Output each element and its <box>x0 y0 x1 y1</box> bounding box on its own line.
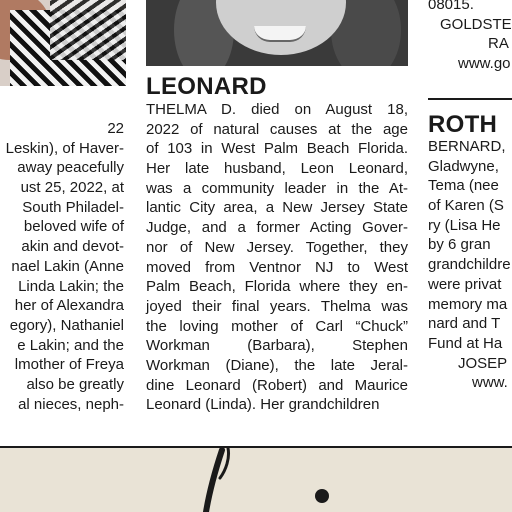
obituary-text-line: BERNARD, <box>428 138 506 155</box>
obituary-name-heading: LEONARD <box>146 73 267 100</box>
obituary-text-line: Workman (Diane), the late Jeral- <box>146 356 408 374</box>
obituary-text-line: Judge, and a former Acting Gover- <box>146 219 408 237</box>
left-obituary-text <box>0 119 124 414</box>
obituary-name-heading: ROTH <box>428 111 498 138</box>
obituary-text-line: beloved wife of <box>23 218 124 236</box>
obituary-text-line: Leskin), of Haver- <box>5 139 124 157</box>
script-lettering-graphic <box>170 448 370 512</box>
obituary-text-line: nael Lakin (Anne <box>11 257 124 275</box>
obituary-text-line: Palm Beach, Florida where they en- <box>146 278 408 296</box>
obituary-text-line: THELMA D. died on August 18, <box>146 101 408 118</box>
photo-zebra-print-region <box>50 0 126 60</box>
obituary-text-line: RA <box>488 35 509 53</box>
obituary-text-line: GOLDSTE <box>440 15 512 33</box>
obituary-text-line: grandchildre <box>428 256 511 274</box>
previous-obituary-tail <box>428 0 512 74</box>
obituary-text-line: moved from Ventnor NJ to West <box>146 258 408 276</box>
obituary-text-line: her of Alexandra <box>14 297 124 315</box>
obituary-text-line: 2022 of natural causes at the age <box>146 120 408 138</box>
obituary-text-line: Gladwyne, <box>428 157 499 175</box>
obituary-text-line: also be greatly <box>26 375 124 393</box>
obituary-text-line: www.go <box>458 55 511 73</box>
obituary-text-line: of Karen (S <box>428 197 504 215</box>
obituary-text-line: ry (Lisa He <box>428 216 501 234</box>
obituary-text-line: dine Leonard (Robert) and Maurice <box>146 376 408 394</box>
obituary-text-line: by 6 gran <box>428 236 491 254</box>
obituary-text-line: 22 <box>107 120 124 137</box>
obituary-text-line: joyed their final years. Thelma was <box>146 297 408 315</box>
leonard-obituary-text <box>146 100 408 415</box>
obituary-text-line: Leonard (Linda). Her grandchildren <box>146 396 380 414</box>
obituary-text-line: the loving mother of Carl “Chuck” <box>146 317 408 335</box>
obituary-text-line: lantic City area, a New Jersey State <box>146 199 408 217</box>
obituary-text-line: egory), Nathaniel <box>9 316 124 334</box>
obituary-text-line: memory ma <box>428 295 508 313</box>
obituary-text-line: South Philadel- <box>22 198 124 216</box>
obituary-text-line: akin and devot- <box>21 238 124 256</box>
left-obituary-photo <box>0 0 126 86</box>
obituary-text-line: www. <box>472 374 508 392</box>
obituary-text-line: nor of New Jersey. Together, they <box>146 238 408 256</box>
roth-obituary-text <box>428 137 512 393</box>
obituary-text-line: al nieces, neph- <box>18 395 124 413</box>
obituary-text-line: e Lakin; and the <box>17 336 124 354</box>
obituary-text-line: away peacefully <box>17 159 124 177</box>
obituary-text-line: Fund at Ha <box>428 334 503 352</box>
obituary-text-line: of 103 in West Palm Beach Florida. <box>146 140 408 158</box>
obituary-text-line: ust 25, 2022, at <box>20 179 124 197</box>
obituary-text-line: lmother of Freya <box>14 356 124 374</box>
obituary-text-line: JOSEP <box>458 354 508 372</box>
obituary-text-line: Her late husband, Leon Leonard, <box>146 160 408 178</box>
photo-smile-region <box>254 26 306 42</box>
obituary-text-line: Linda Lakin; the <box>18 277 124 295</box>
obituary-text-line: 08015. <box>428 0 474 13</box>
obituary-text-line: was a community leader in the At- <box>146 179 408 197</box>
left-obituary-column <box>0 0 128 445</box>
obituary-text-line: Tema (nee <box>428 177 499 195</box>
obituary-text-line: Workman (Barbara), Stephen <box>146 337 408 355</box>
obituary-text-line: nard and T <box>428 315 501 333</box>
roth-obituary-column <box>428 0 512 445</box>
obituary-text-line: were privat <box>428 275 502 293</box>
leonard-obituary-photo <box>146 0 408 66</box>
